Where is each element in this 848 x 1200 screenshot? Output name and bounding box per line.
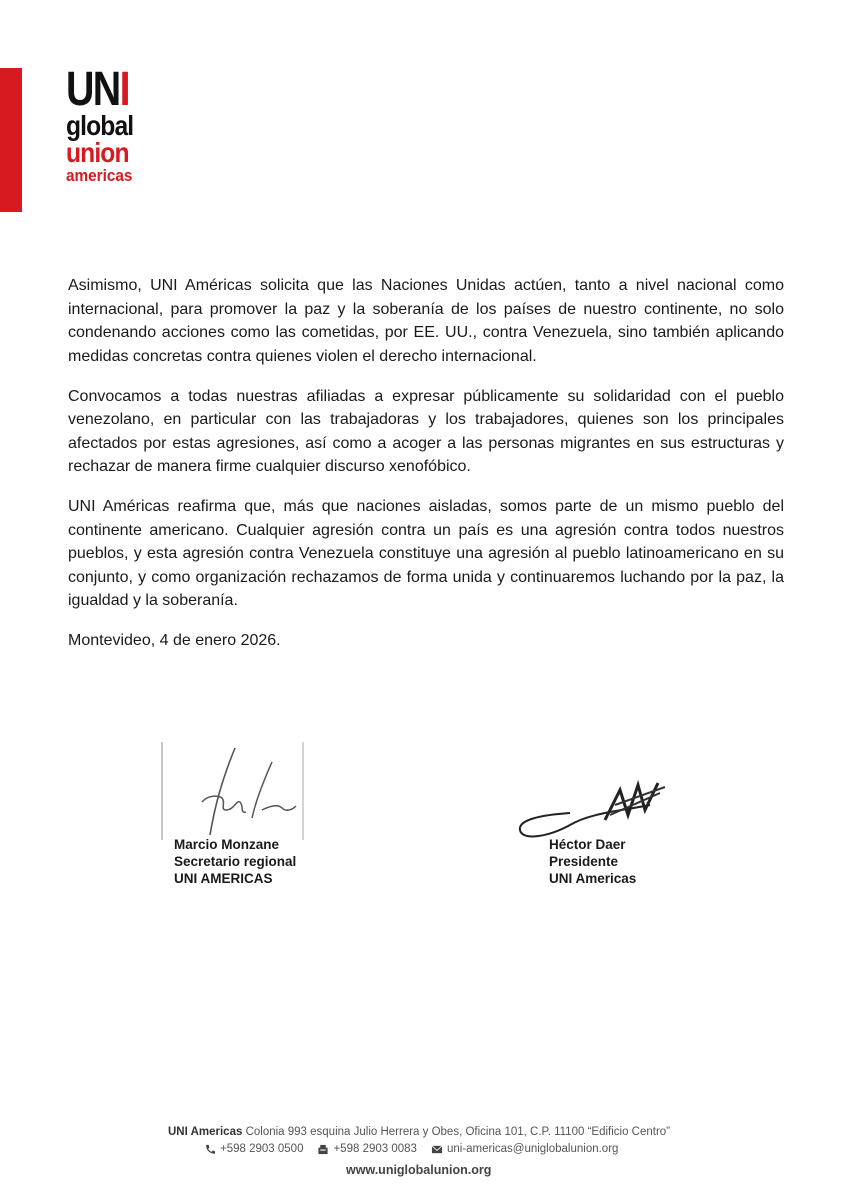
uni-global-union-logo [66, 63, 136, 186]
footer-phone-number: +598 2903 0500 [220, 1143, 304, 1155]
paragraph-3: UNI Américas reafirma que, más que naciones aisladas, somos parte de un mismo pueblo del continente americano. Cualquier agresión contra un país es una agresión contra todos nuestros pueblos, y esta agresión contra Venezuela constituye una agresión al pueblo latinoamericano en su conjunto, y como organización rechazamos de forma unida y continuaremos luchando por la paz, la igualdad y la soberanía. [68, 498, 784, 609]
logo-union: union [66, 137, 129, 168]
footer-address-line [168, 1126, 670, 1138]
footer-fax [317, 1143, 416, 1155]
signatory-left [174, 836, 296, 887]
signatory-left-role: Secretario regional [174, 854, 297, 869]
footer-phone [204, 1143, 303, 1155]
signature-daer-drawing [510, 775, 680, 845]
signature-daer [510, 775, 680, 845]
footer-address: Colonia 993 esquina Julio Herrera y Obes, Oficina 101, C.P. 11100 “Edificio Centro” [245, 1126, 671, 1138]
brand-red-bar [0, 68, 22, 212]
signatory-left-org: UNI AMERICAS [174, 871, 273, 886]
paragraph-1: Asimismo, UNI Américas solicita que las Naciones Unidas actúen, tanto a nivel nacional como internacional, para promover la paz y la soberanía de los países de nuestro continente, no solo condenando acciones como las cometidas, por EE. UU., contra Venezuela, sino también aplicando medidas concretas contra quienes violen el derecho internacional. [68, 277, 784, 365]
paragraph-2: Convocamos a todas nuestras afiliadas a expresar públicamente su solidaridad con el pueblo venezolano, en particular con las trabajadoras y los trabajadores, quienes son los principales afectados por estas agresiones, así como a acoger a las personas migrantes en sus estructuras y rechazar de manera firme cualquier discurso xenofóbico. [68, 387, 784, 475]
signatory-right-name: Héctor Daer [549, 837, 626, 852]
email-icon [431, 1144, 443, 1155]
date-line: Montevideo, 4 de enero 2026. [68, 632, 281, 649]
footer-website[interactable]: www.uniglobalunion.org [346, 1163, 492, 1177]
footer-email[interactable] [431, 1143, 619, 1155]
letter-body [68, 274, 784, 669]
footer-contact-line [204, 1143, 626, 1155]
footer-fax-number: +598 2903 0083 [333, 1143, 417, 1155]
signatory-left-name: Marcio Monzane [174, 837, 280, 852]
footer-email-address[interactable]: uni-americas@uniglobalunion.org [446, 1143, 619, 1155]
signatory-right-role: Presidente [549, 854, 619, 869]
footer-org: UNI Americas [168, 1126, 243, 1138]
logo-global: global [66, 110, 134, 141]
logo-americas: americas [66, 166, 133, 185]
signature-monzane [160, 740, 305, 840]
fax-icon [317, 1144, 329, 1155]
logo-uni-text: UNI [66, 63, 129, 116]
signature-monzane-drawing [160, 740, 305, 840]
signatory-right-org: UNI Americas [549, 871, 637, 886]
phone-icon [204, 1144, 216, 1155]
logo-uni [66, 63, 129, 116]
signatory-right [549, 836, 636, 887]
